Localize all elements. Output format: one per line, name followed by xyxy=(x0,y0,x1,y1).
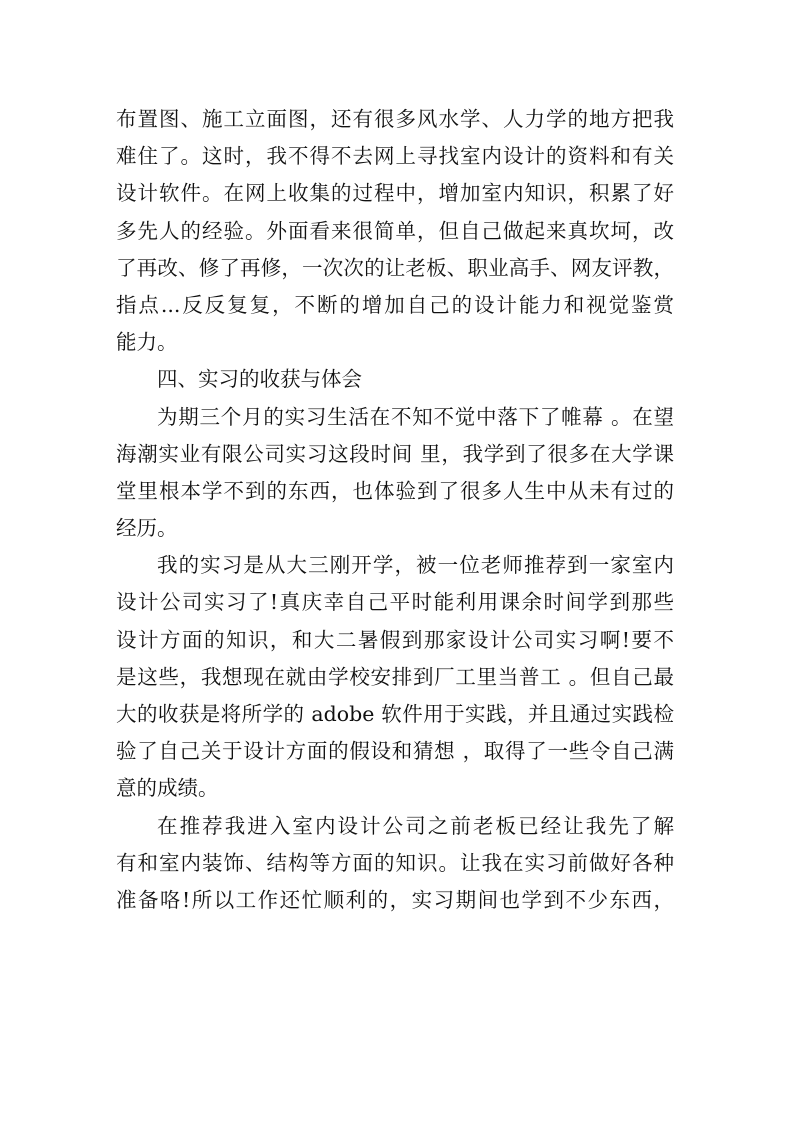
text-line: 经历。 xyxy=(116,516,178,541)
text-line: 是这些，我想现在就由学校安排到厂工里当普工 。但自己最 xyxy=(116,664,674,689)
text-line: 有和室内装饰、结构等方面的知识。让我在实习前做好各种 xyxy=(116,850,674,875)
text-line: 海潮实业有限公司实习这段时间 里，我学到了很多在大学课 xyxy=(116,441,674,466)
text-line: 了再改、修了再修，一次次的让老板、职业高手、网友评教， xyxy=(116,255,674,280)
text-line: 在推荐我进入室内设计公司之前老板已经让我先了解 xyxy=(157,813,674,838)
text-line: 设计软件。在网上收集的过程中，增加室内知识，积累了好 xyxy=(116,181,674,206)
paragraph-internship-start xyxy=(116,547,674,807)
text-line: 布置图、施工立面图，还有很多风水学、人力学的地方把我 xyxy=(116,107,674,131)
text-line: 能力。 xyxy=(116,330,178,355)
section-heading: 四、实习的收获与体会 xyxy=(157,367,362,392)
paragraph-continuation xyxy=(116,101,674,361)
text-line: 意的成绩。 xyxy=(116,776,219,801)
text-line: 指点...反反复复，不断的增加自己的设计能力和视觉鉴赏 xyxy=(116,292,674,317)
text-line: 我的实习是从大三刚开学，被一位老师推荐到一家室内 xyxy=(157,553,674,578)
text-line: 为期三个月的实习生活在不知不觉中落下了帷幕 。在望 xyxy=(157,404,674,429)
text-line: 难住了。这时，我不得不去网上寻找室内设计的资料和有关 xyxy=(116,144,674,169)
text-line: 设计公司实习了!真庆幸自己平时能利用课余时间学到那些 xyxy=(116,590,674,615)
document-body xyxy=(116,101,674,919)
paragraph-summary xyxy=(116,399,674,548)
text-line: 准备咯!所以工作还忙顺利的，实习期间也学到不少东西， xyxy=(116,887,674,912)
text-line: 多先人的经验。外面看来很简单，但自己做起来真坎坷，改 xyxy=(116,218,674,243)
text-line: 验了自己关于设计方面的假设和猜想 ，取得了一些令自己满 xyxy=(116,739,674,764)
text-line: 堂里根本学不到的东西，也体验到了很多人生中从未有过的 xyxy=(116,478,674,503)
text-line: 设计方面的知识，和大二暑假到那家设计公司实习啊!要不 xyxy=(116,627,674,652)
paragraph-preparation xyxy=(116,808,674,920)
text-line: 大的收获是将所学的 adobe 软件用于实践，并且通过实践检 xyxy=(116,702,674,726)
